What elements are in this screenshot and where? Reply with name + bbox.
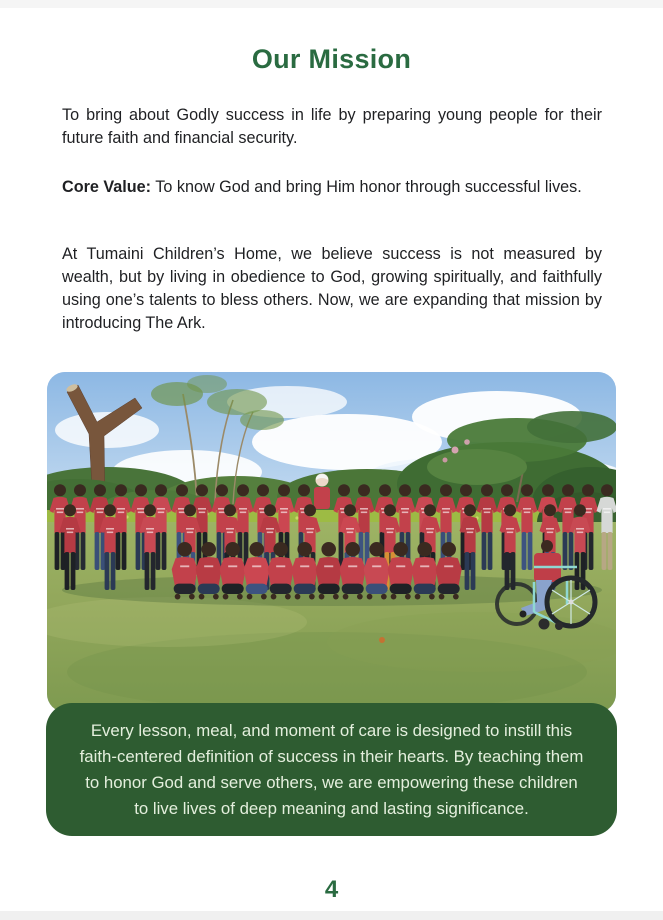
- page-bottom-edge: [0, 911, 663, 920]
- core-value-text: To know God and bring Him honor through successful lives.: [155, 178, 582, 196]
- group-photo-illustration: [47, 372, 616, 712]
- page-number: 4: [324, 876, 339, 903]
- core-value-paragraph: [62, 176, 602, 199]
- core-value-label: Core Value:: [62, 178, 152, 196]
- visitor-figure: [314, 474, 330, 510]
- group-photo: [47, 372, 616, 712]
- page-title: Our Mission: [251, 44, 412, 74]
- mission-intro-paragraph: To bring about Godly success in life by preparing young people for their future faith and financial security.: [62, 106, 602, 147]
- mission-expansion-paragraph: At Tumaini Children’s Home, we believe success is not measured by wealth, but by living in obedience to God, growing spiritually, and faithfully using one’s talents to bless others. Now, we are expanding that mission by introducing The Ark.: [62, 245, 602, 332]
- callout-text: Every lesson, meal, and moment of care is designed to instill this faith-centered definition of success in their hearts. By teaching them to honor God and serve others, we are empowering these children to live lives of deep meaning and lasting significance.: [79, 720, 584, 818]
- callout-box: [46, 703, 617, 836]
- page-top-edge: [0, 0, 663, 8]
